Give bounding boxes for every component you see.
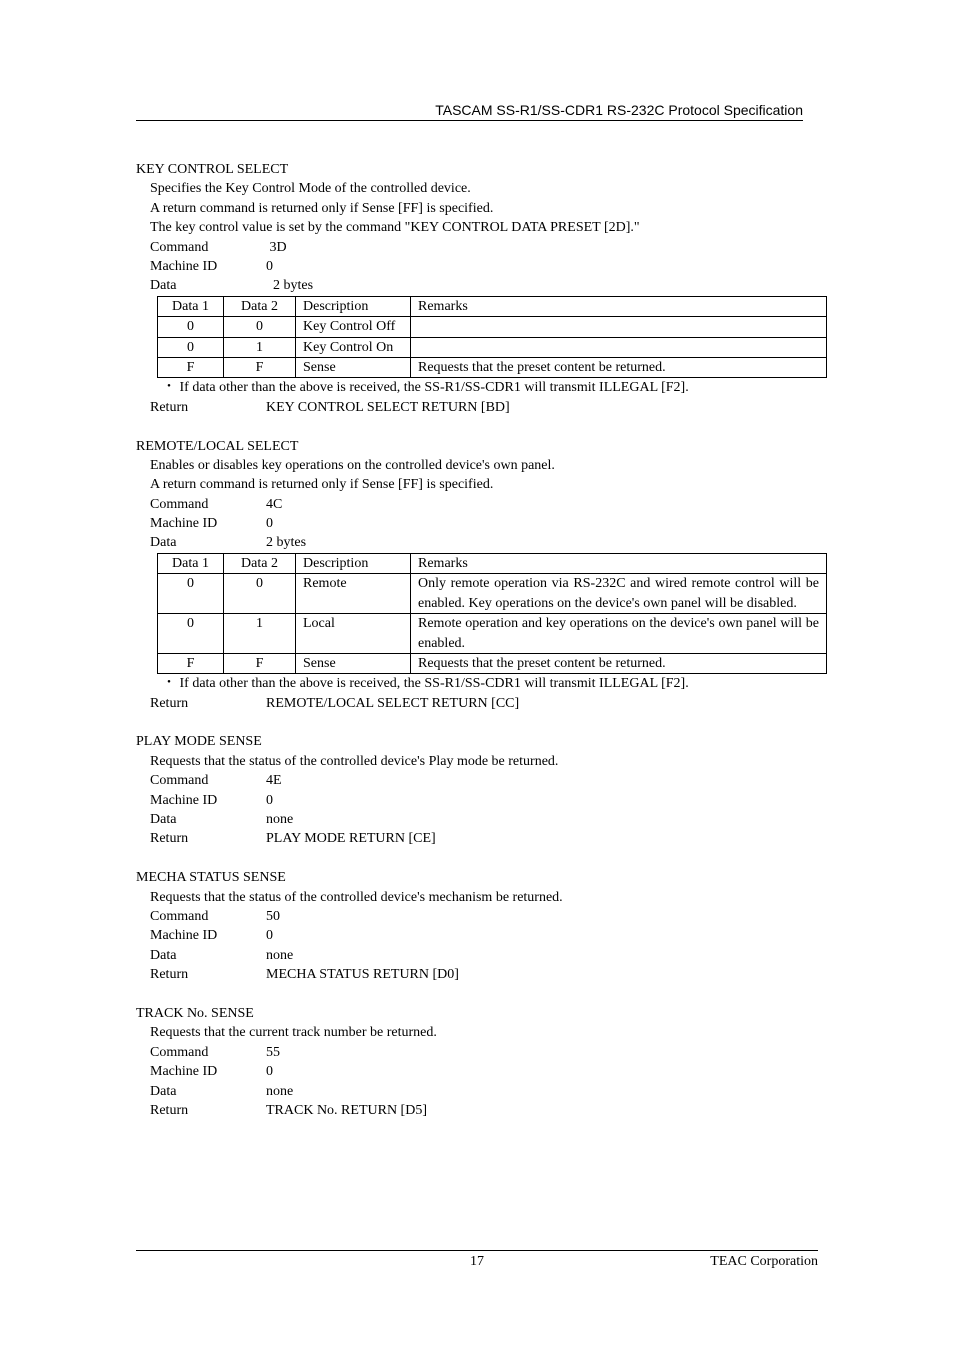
table-cell: Local (296, 614, 411, 654)
field-return (136, 965, 836, 984)
description-line: Enables or disables key operations on the controlled device's own panel. (150, 457, 555, 473)
section-track-no-sense (136, 1004, 836, 1120)
table-cell (411, 317, 827, 337)
table-cell: 1 (224, 614, 296, 654)
field-return (136, 1101, 836, 1120)
table-header-cell: Description (296, 553, 411, 573)
description-line: A return command is returned only if Sense [FF] is specified. (150, 477, 494, 493)
description-line: The key control value is set by the command "KEY CONTROL DATA PRESET [2D]." (150, 220, 640, 236)
field-label: Machine ID (150, 1064, 218, 1080)
table-cell: Requests that the preset content be returned. (411, 653, 827, 673)
field-machine-id (136, 926, 836, 945)
document-body (136, 160, 836, 1120)
field-label: Return (150, 967, 189, 983)
table-cell: Sense (296, 357, 411, 377)
field-data (136, 810, 836, 829)
table-row (158, 337, 827, 357)
field-value: 2 bytes (266, 278, 314, 294)
section-play-mode-sense (136, 732, 836, 848)
field-label: Data (150, 278, 177, 294)
field-label: Machine ID (150, 516, 218, 532)
field-label: Return (150, 831, 189, 847)
field-machine-id (136, 791, 836, 810)
data-table (157, 553, 827, 674)
page-header-title: TASCAM SS-R1/SS-CDR1 RS-232C Protocol Specification (435, 102, 803, 118)
field-label: Return (150, 1102, 189, 1118)
field-machine-id (136, 1062, 836, 1081)
field-data (136, 946, 836, 965)
field-value: none (266, 947, 294, 963)
table-row (158, 653, 827, 673)
table-cell: Sense (296, 653, 411, 673)
description-line: Specifies the Key Control Mode of the controlled device. (150, 181, 471, 197)
section-mecha-status-sense (136, 868, 836, 984)
field-value: TRACK No. RETURN [D5] (266, 1102, 427, 1118)
field-label: Data (150, 812, 177, 828)
field-label: Return (150, 399, 189, 415)
field-value: 0 (266, 792, 273, 808)
field-command (136, 238, 836, 257)
field-label: Return (150, 695, 189, 711)
field-value: none (266, 1083, 294, 1099)
field-command (136, 1043, 836, 1062)
table-header-row (158, 553, 827, 573)
header-rule (136, 120, 803, 121)
field-data (136, 1082, 836, 1101)
description-line: Requests that the status of the controlled device's Play mode be returned. (150, 753, 559, 769)
field-value: 0 (266, 516, 273, 532)
field-label: Machine ID (150, 928, 218, 944)
field-machine-id (136, 514, 836, 533)
footer-rule (136, 1250, 818, 1251)
field-value: 0 (266, 1064, 273, 1080)
table-cell: 1 (224, 337, 296, 357)
field-label: Command (150, 239, 209, 255)
description-line: A return command is returned only if Sense [FF] is specified. (150, 200, 494, 216)
page-number: 17 (470, 1254, 484, 1269)
field-data (136, 533, 836, 552)
field-label: Command (150, 909, 209, 924)
field-command (136, 907, 836, 926)
field-value: 4E (266, 773, 282, 789)
field-command (136, 771, 836, 790)
note-bullet: ・ If data other than the above is received, the SS-R1/SS-CDR1 will transmit ILLEGAL [F2]. (162, 380, 689, 396)
table-cell: 0 (224, 574, 296, 614)
table-header-cell: Description (296, 296, 411, 316)
table-cell: F (224, 653, 296, 673)
table-cell: Key Control Off (296, 317, 411, 337)
field-label: Command (150, 496, 209, 512)
table-header-cell: Data 2 (224, 296, 296, 316)
table-cell: 0 (158, 614, 224, 654)
section-title: KEY CONTROL SELECT (136, 162, 289, 177)
table-row (158, 574, 827, 614)
table-cell: F (158, 357, 224, 377)
section-title: PLAY MODE SENSE (136, 734, 262, 750)
table-cell: Only remote operation via RS-232C and wired remote control will be enabled. Key operations on the device's own panel will be disabled. (411, 574, 827, 614)
table-header-cell: Data 2 (224, 553, 296, 573)
field-value: 50 (266, 909, 280, 924)
table-header-cell: Remarks (411, 296, 827, 316)
table-cell: 0 (224, 317, 296, 337)
field-value: 55 (266, 1044, 280, 1060)
table-row (158, 614, 827, 654)
table-cell: 0 (158, 317, 224, 337)
field-return (136, 694, 836, 713)
field-value: 4C (266, 496, 283, 512)
description-line: Requests that the current track number be returned. (150, 1025, 437, 1041)
field-value: 2 bytes (266, 535, 307, 551)
data-table (157, 296, 827, 379)
field-value: PLAY MODE RETURN [CE] (266, 831, 436, 847)
description-line: Requests that the status of the controlled device's mechanism be returned. (150, 889, 563, 905)
table-cell: Requests that the preset content be returned. (411, 357, 827, 377)
field-label: Command (150, 773, 209, 789)
table-row (158, 357, 827, 377)
field-return (136, 398, 836, 417)
table-header-cell: Remarks (411, 553, 827, 573)
table-row (158, 317, 827, 337)
field-return (136, 829, 836, 848)
field-command (136, 495, 836, 514)
section-title: MECHA STATUS SENSE (136, 870, 286, 886)
field-value: MECHA STATUS RETURN [D0] (266, 967, 459, 983)
field-value: REMOTE/LOCAL SELECT RETURN [CC] (266, 695, 520, 711)
table-cell: F (158, 653, 224, 673)
table-header-cell: Data 1 (158, 296, 224, 316)
table-cell (411, 337, 827, 357)
footer-corporation: TEAC Corporation (710, 1254, 818, 1269)
field-label: Machine ID (150, 258, 218, 274)
field-label: Command (150, 1044, 209, 1060)
field-value: none (266, 812, 294, 828)
table-header-cell: Data 1 (158, 553, 224, 573)
field-label: Data (150, 535, 177, 551)
table-cell: 0 (158, 574, 224, 614)
field-value: KEY CONTROL SELECT RETURN [BD] (266, 399, 510, 415)
field-label: Data (150, 947, 177, 963)
section-remote-local-select (136, 437, 836, 714)
field-label: Data (150, 1083, 177, 1099)
table-cell: Remote operation and key operations on the device's own panel will be enabled. (411, 614, 827, 654)
table-cell: F (224, 357, 296, 377)
field-label: Machine ID (150, 792, 218, 808)
section-title: TRACK No. SENSE (136, 1005, 254, 1021)
field-value: 0 (266, 928, 273, 944)
field-machine-id (136, 257, 836, 276)
field-value: 3D (266, 239, 287, 255)
table-header-row (158, 296, 827, 316)
field-data (136, 276, 836, 295)
note-bullet: ・ If data other than the above is received, the SS-R1/SS-CDR1 will transmit ILLEGAL [F2]. (162, 676, 689, 692)
section-key-control-select (136, 160, 836, 417)
section-title: REMOTE/LOCAL SELECT (136, 438, 299, 454)
table-cell: Remote (296, 574, 411, 614)
table-cell: Key Control On (296, 337, 411, 357)
table-cell: 0 (158, 337, 224, 357)
field-value: 0 (266, 258, 273, 274)
